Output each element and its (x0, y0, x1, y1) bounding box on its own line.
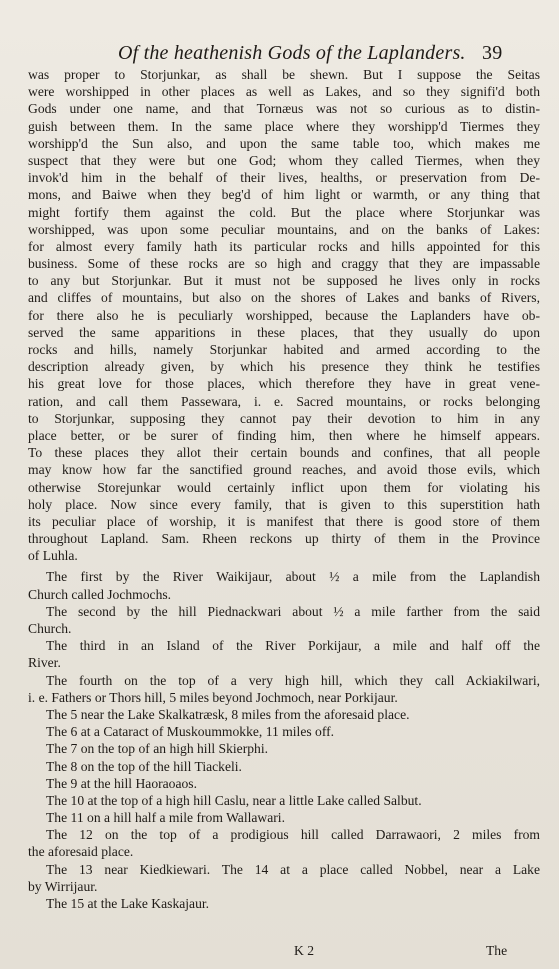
list-line: by Wirrijaur. (28, 878, 98, 894)
text-line: his great love for those places, which therefore they have in great vene- (28, 376, 540, 392)
running-title: Of the heathenish Gods of the Laplanders. (118, 42, 466, 64)
list-line: Church called Jochmochs. (28, 586, 172, 602)
text-line: may know how far the sanctified ground reaches, and avoid those evils, which (28, 462, 540, 478)
text-line: description already given, by which his presence they think he testifies (28, 359, 540, 375)
text-line: mons, and Baiwe when they beg'd of him light or warmth, or any thing that (28, 187, 540, 203)
list-line: The 6 at a Cataract of Muskoummokke, 11 miles off. (46, 724, 335, 740)
page-body (28, 66, 540, 912)
list-line: The first by the River Waikijaur, about ½ a mile from the Laplandish (46, 569, 540, 585)
list-line: The second by the hill Piednackwari about ½ a mile farther from the said (46, 603, 540, 619)
page-footer (0, 943, 559, 961)
text-line: place better, or be surer of finding him, then where he himself appears. (28, 427, 540, 443)
main-paragraph (28, 66, 540, 564)
text-line: otherwise Storejunkar would certainly inflict upon them for violating his (28, 479, 540, 495)
list-line: the aforesaid place. (28, 844, 134, 860)
text-line: of Luhla. (28, 548, 78, 564)
text-line: its peculiar place of worship, it is manifest that there is good store of them (28, 513, 540, 529)
sacred-places-list (28, 568, 540, 912)
list-line: Church. (28, 621, 72, 636)
page-number: 39 (482, 42, 503, 64)
list-line: The 5 near the Lake Skalkatræsk, 8 miles from the aforesaid place. (46, 706, 410, 722)
text-line: were worshipped in other places as well as Lakes, and so they signifi'd both (28, 84, 540, 100)
text-line: guish between them. In the same place where they worshipp'd Tiermes they (28, 118, 540, 134)
text-line: To these places they allot their certain bounds and confines, that all people (28, 445, 540, 461)
list-line: The fourth on the top of a very high hill, which they call Ackiakilwari, (46, 672, 540, 688)
text-line: worshipp'd the Sun also, and upon the same table too, which makes me (28, 135, 540, 151)
text-line: Gods under one name, and that Tornæus was not so curious as to distin- (28, 101, 540, 117)
list-line: The 7 on the top of an high hill Skierphi. (46, 741, 269, 757)
list-line: The third in an Island of the River Porkijaur, a mile and half off the (46, 638, 540, 654)
list-line: River. (28, 655, 61, 671)
signature-mark: K 2 (294, 943, 315, 958)
text-line: suspect that they were but one God; whom they called Tiermes, when they (28, 152, 540, 168)
text-line: for there also he is peculiarly worshipped, because the Laplanders have ob- (28, 307, 540, 323)
list-line: The 11 on a hill half a mile from Wallawari. (46, 810, 285, 826)
text-line: for almost every family hath its particular rocks and hills appointed for this (28, 238, 540, 254)
text-line: invok'd him in the behalf of their lives, healths, or preservation from De- (28, 170, 540, 186)
list-line: The 10 at the top of a high hill Caslu, near a little Lake called Salbut. (46, 792, 422, 808)
text-line: worshipped, was upon some peculiar mountains, and on the banks of Lakes: (28, 221, 540, 237)
list-line: The 12 on the top of a prodigious hill called Darrawaori, 2 miles from (46, 827, 540, 843)
text-line: and cliffes of mountains, but also on the shores of Lakes and banks of Rivers, (28, 290, 540, 306)
list-line: The 8 on the top of the hill Tiackeli. (46, 758, 242, 774)
catchword: The (486, 943, 508, 958)
text-line: was proper to Storjunkar, as shall be shewn. But I suppose the Seitas (28, 67, 540, 82)
text-line: holy place. Now since every family, that is given to this superstition hath (28, 496, 540, 512)
list-line: The 15 at the Lake Kaskajaur. (46, 896, 210, 911)
text-line: to Storjunkar, supposing they cannot pay their devotion to him in any (28, 410, 540, 426)
text-line: ration, and call them Passewara, i. e. Sacred mountains, or rocks belonging (28, 393, 540, 409)
text-line: to any but Storjunkar. But it must not be supposed he lives only in rocks (28, 273, 540, 289)
text-line: throughout Lapland. Sam. Rheen reckons up thirty of them in the Province (28, 531, 540, 547)
running-header (118, 42, 538, 65)
list-line: The 13 near Kiedkiewari. The 14 at a place called Nobbel, near a Lake (46, 861, 540, 877)
text-line: rocks and hills, namely Storjunkar habited and armed according to the (28, 342, 540, 357)
list-line: The 9 at the hill Haoraoaos. (46, 775, 197, 791)
text-line: business. Some of these rocks are so high and craggy that they are impassable (28, 256, 540, 272)
text-line: served the same apparitions in these places, that they usually do upon (28, 324, 540, 340)
text-line: might fortify them against the cold. But the place where Storjunkar was (28, 204, 540, 220)
list-line: i. e. Fathers or Thors hill, 5 miles beyond Jochmoch, near Porkijaur. (28, 689, 398, 705)
